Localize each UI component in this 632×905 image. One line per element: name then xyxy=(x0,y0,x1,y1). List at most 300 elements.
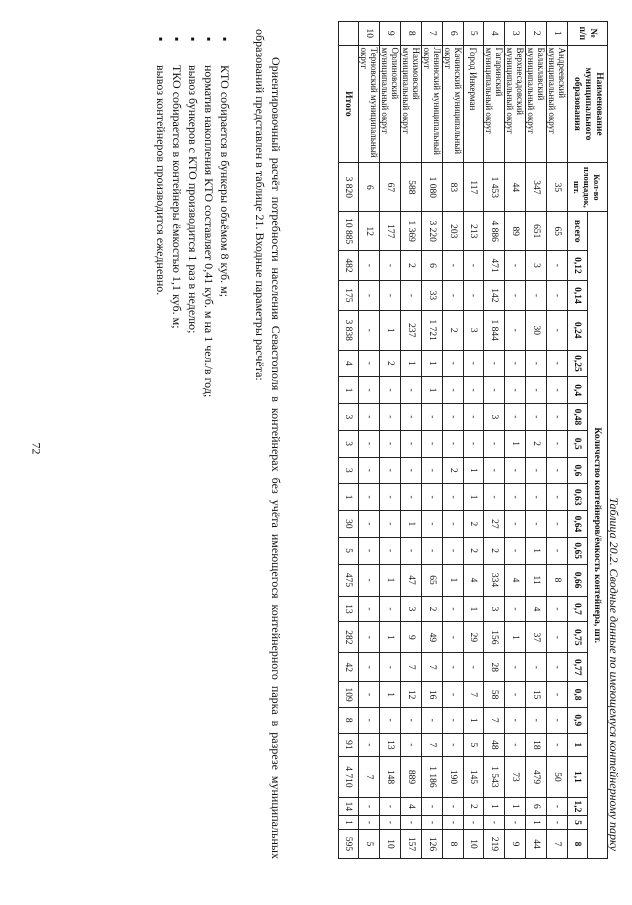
table-cell: - xyxy=(359,596,380,622)
table-cell: - xyxy=(505,280,526,310)
table-cell: 4 xyxy=(464,564,484,596)
table-cell: - xyxy=(443,484,464,511)
table-cell: - xyxy=(505,511,526,538)
table-cell: - xyxy=(505,682,526,708)
table-cell: - xyxy=(505,596,526,622)
header-capacity: 0,65 xyxy=(568,537,588,564)
table-cell: - xyxy=(443,377,464,404)
table-cell: 3 220 xyxy=(422,212,443,251)
total-cell: 4 xyxy=(339,350,359,377)
table-cell: 1 xyxy=(380,564,401,596)
table-cell: - xyxy=(464,816,484,830)
table-cell: 6 xyxy=(422,250,443,280)
table-cell: - xyxy=(422,404,443,431)
table-cell: 156 xyxy=(484,622,505,653)
table-row xyxy=(547,22,568,859)
table-cell: - xyxy=(359,564,380,596)
header-name: Наименование муниципального образования xyxy=(568,45,608,163)
table-cell: - xyxy=(401,537,422,564)
table-cell: 471 xyxy=(484,250,505,280)
table-cell: - xyxy=(401,404,422,431)
table-cell: 2 xyxy=(484,537,505,564)
table-cell: - xyxy=(380,596,401,622)
municipality-name: Ленинский муниципальный округ xyxy=(422,45,443,163)
header-capacity: 0,63 xyxy=(568,484,588,511)
table-caption: Таблица 20.2. Сводные данные по имеющемуся контейнерному парку xyxy=(607,497,621,851)
table-cell: - xyxy=(547,596,568,622)
table-cell: 203 xyxy=(443,212,464,251)
input-parameters-list xyxy=(153,37,233,837)
table-cell: 148 xyxy=(380,757,401,798)
table-cell: 1 xyxy=(380,622,401,653)
table-cell: 157 xyxy=(401,829,422,858)
total-cell: 4 710 xyxy=(339,757,359,798)
table-cell: - xyxy=(505,653,526,682)
table-cell: - xyxy=(359,350,380,377)
table-cell: - xyxy=(547,816,568,830)
header-capacity: 0,25 xyxy=(568,350,588,377)
table-cell: - xyxy=(359,653,380,682)
table-cell: 28 xyxy=(484,653,505,682)
table-cell: - xyxy=(401,484,422,511)
page-number: 72 xyxy=(29,442,44,455)
total-cell: 109 xyxy=(339,682,359,708)
table-cell: 2 xyxy=(401,250,422,280)
table-cell: 889 xyxy=(401,757,422,798)
table-cell: - xyxy=(359,310,380,350)
header-capacity: 0,75 xyxy=(568,622,588,653)
municipality-name: Балаклавский муниципальный округ xyxy=(526,45,547,163)
table-cell: - xyxy=(505,250,526,280)
total-cell: 1 xyxy=(339,377,359,404)
table-cell: - xyxy=(401,377,422,404)
table-cell: - xyxy=(443,622,464,653)
list-item xyxy=(169,37,185,837)
table-cell: - xyxy=(380,653,401,682)
table-cell: - xyxy=(380,537,401,564)
total-cell: 282 xyxy=(339,622,359,653)
header-row-group xyxy=(588,22,608,859)
total-row-blank xyxy=(339,22,359,46)
table-cell: 73 xyxy=(505,757,526,798)
total-cell: 13 xyxy=(339,596,359,622)
table-cell: - xyxy=(526,404,547,431)
table-cell: 30 xyxy=(526,310,547,350)
row-number: 6 xyxy=(443,22,464,46)
table-cell: - xyxy=(547,250,568,280)
table-cell: - xyxy=(401,707,422,733)
total-label: Итого xyxy=(339,45,359,163)
table-cell: - xyxy=(547,653,568,682)
table-cell: - xyxy=(359,816,380,830)
table-cell: - xyxy=(401,280,422,310)
table-cell: - xyxy=(359,484,380,511)
table-cell: - xyxy=(505,707,526,733)
table-cell: - xyxy=(443,430,464,457)
header-capacity: 0,9 xyxy=(568,707,588,733)
table-cell: - xyxy=(380,484,401,511)
table-cell: 117 xyxy=(464,163,484,212)
table-cell: - xyxy=(380,404,401,431)
table-cell: - xyxy=(443,280,464,310)
header-capacity: 5 xyxy=(568,816,588,830)
header-capacity: 0,66 xyxy=(568,564,588,596)
table-cell: - xyxy=(484,484,505,511)
row-number: 2 xyxy=(526,22,547,46)
table-cell: 4 xyxy=(505,564,526,596)
table-cell: 16 xyxy=(422,682,443,708)
table-cell: - xyxy=(505,310,526,350)
table-cell: 1 xyxy=(484,797,505,815)
list-item-text: КТО собирается в бункеры объёмом 8 куб. м; xyxy=(218,65,232,298)
table-cell: 1 xyxy=(464,457,484,484)
table-cell: - xyxy=(443,816,464,830)
table-cell: 4 xyxy=(526,596,547,622)
table-cell: - xyxy=(380,280,401,310)
table-cell: - xyxy=(359,733,380,757)
table-cell: - xyxy=(380,377,401,404)
total-cell: 91 xyxy=(339,733,359,757)
table-cell: 1 xyxy=(422,377,443,404)
table-cell: - xyxy=(380,816,401,830)
header-capacity: 0,6 xyxy=(568,457,588,484)
total-cell: 1 xyxy=(339,484,359,511)
table-cell: - xyxy=(422,816,443,830)
table-row xyxy=(401,22,422,859)
table-cell: - xyxy=(422,537,443,564)
table-cell: - xyxy=(484,350,505,377)
table-cell: 7 xyxy=(401,653,422,682)
total-cell: 42 xyxy=(339,653,359,682)
table-cell: 12 xyxy=(359,212,380,251)
table-cell: 7 xyxy=(422,653,443,682)
table-cell: 10 xyxy=(380,829,401,858)
table-cell: - xyxy=(547,797,568,815)
table-cell: - xyxy=(380,797,401,815)
municipality-name: Верхнесадовский муниципальный округ xyxy=(505,45,526,163)
table-cell: - xyxy=(359,622,380,653)
municipality-name: Орлиновский муниципальный округ xyxy=(380,45,401,163)
table-cell: 2 xyxy=(464,537,484,564)
table-cell: - xyxy=(359,707,380,733)
table-row xyxy=(380,22,401,859)
table-row xyxy=(443,22,464,859)
municipality-name: Качинский муниципальный округ xyxy=(443,45,464,163)
table-cell: - xyxy=(359,250,380,280)
bullet-square-icon: ▪ xyxy=(186,37,200,42)
table-cell: 1 xyxy=(380,310,401,350)
table-cell: - xyxy=(359,404,380,431)
table-cell: 1 xyxy=(464,707,484,733)
container-park-table xyxy=(338,21,608,859)
table-cell: 2 xyxy=(464,797,484,815)
table-cell: 588 xyxy=(401,163,422,212)
table-row xyxy=(422,22,443,859)
table-cell: 2 xyxy=(443,457,464,484)
table-cell: 48 xyxy=(484,733,505,757)
table-cell: - xyxy=(547,682,568,708)
table-cell: - xyxy=(505,377,526,404)
table-cell: 1 543 xyxy=(484,757,505,798)
header-capacity: 1 xyxy=(568,733,588,757)
municipality-name: Гагаринский муниципальный округ xyxy=(484,45,505,163)
table-cell: 347 xyxy=(526,163,547,212)
intro-paragraph-text: Ориентировочный расчёт потребности населения Севастополя в контейнерах без учёта имеющегося контейнерного парка в разрезе муниципальных образований представлен в таблице 21. Входные параметры расчёта: xyxy=(253,29,283,859)
table-cell: - xyxy=(526,350,547,377)
table-cell: 65 xyxy=(547,212,568,251)
table-cell: 3 xyxy=(401,596,422,622)
list-item-text: ТКО собирается в контейнеры ёмкостью 1,1 куб. м; xyxy=(170,65,184,329)
header-capacity: 0,14 xyxy=(568,280,588,310)
header-capacity: 0,48 xyxy=(568,404,588,431)
table-cell: - xyxy=(401,816,422,830)
table-cell: - xyxy=(359,280,380,310)
table-cell: 6 xyxy=(359,163,380,212)
header-num: № п/п xyxy=(568,22,608,46)
table-cell: 9 xyxy=(505,829,526,858)
table-cell: 1 453 xyxy=(484,163,505,212)
table-cell: - xyxy=(380,511,401,538)
table-cell: 27 xyxy=(484,511,505,538)
table-cell: - xyxy=(526,280,547,310)
table-cell: - xyxy=(422,430,443,457)
list-item-text: вывоз контейнеров производится ежедневно. xyxy=(154,65,168,296)
table-cell: - xyxy=(359,682,380,708)
table-row xyxy=(526,22,547,859)
header-capacity: 0,12 xyxy=(568,250,588,280)
table-cell: 1 xyxy=(380,682,401,708)
table-cell: 8 xyxy=(443,829,464,858)
row-number: 9 xyxy=(380,22,401,46)
table-cell: - xyxy=(547,430,568,457)
table-cell: 213 xyxy=(464,212,484,251)
table-cell: 12 xyxy=(401,682,422,708)
list-item xyxy=(185,37,201,837)
table-cell: - xyxy=(464,377,484,404)
table-cell: - xyxy=(547,350,568,377)
table-cell: - xyxy=(505,350,526,377)
table-cell: 142 xyxy=(484,280,505,310)
header-capacity: 0,77 xyxy=(568,653,588,682)
table-cell: - xyxy=(464,280,484,310)
table-cell: 65 xyxy=(422,564,443,596)
table-cell: - xyxy=(359,377,380,404)
table-cell: 8 xyxy=(547,564,568,596)
table-cell: - xyxy=(505,816,526,830)
table-cell: 13 xyxy=(380,733,401,757)
table-cell: 177 xyxy=(380,212,401,251)
table-cell: - xyxy=(547,377,568,404)
table-cell: 9 xyxy=(401,622,422,653)
table-cell: - xyxy=(526,653,547,682)
table-cell: 1 xyxy=(526,816,547,830)
table-cell: - xyxy=(505,484,526,511)
total-cell: 482 xyxy=(339,250,359,280)
table-cell: - xyxy=(484,816,505,830)
header-capacity: 0,64 xyxy=(568,511,588,538)
table-cell: 7 xyxy=(547,829,568,858)
table-cell: - xyxy=(443,250,464,280)
table-cell: - xyxy=(505,457,526,484)
table-cell: - xyxy=(359,797,380,815)
total-cell: 3 820 xyxy=(339,163,359,212)
table-cell: 10 xyxy=(464,829,484,858)
table-cell: - xyxy=(443,350,464,377)
table-cell: 1 xyxy=(505,622,526,653)
rotated-page-content xyxy=(32,15,632,875)
table-cell: 3 xyxy=(464,310,484,350)
table-cell: - xyxy=(505,404,526,431)
table-cell: 1 xyxy=(464,484,484,511)
table-cell: 1 721 xyxy=(422,310,443,350)
bullet-square-icon: ▪ xyxy=(202,37,216,42)
list-item-text: вывоз бункеров с КТО производится 1 раз в неделю; xyxy=(186,65,200,334)
table-cell: - xyxy=(547,310,568,350)
header-capacity: всего xyxy=(568,212,588,251)
header-capacity: 0,7 xyxy=(568,596,588,622)
table-cell: 44 xyxy=(505,163,526,212)
table-cell: 1 xyxy=(422,350,443,377)
municipality-name: Нахимовский муниципальный округ xyxy=(401,45,422,163)
total-cell: 5 xyxy=(339,537,359,564)
table-cell: 18 xyxy=(526,733,547,757)
header-capacity: 8 xyxy=(568,829,588,858)
header-capacity: 1,2 xyxy=(568,797,588,815)
table-cell: - xyxy=(359,537,380,564)
table-cell: 237 xyxy=(401,310,422,350)
bullet-square-icon: ▪ xyxy=(170,37,184,42)
table-cell: 35 xyxy=(547,163,568,212)
table-cell: 4 xyxy=(401,797,422,815)
table-cell: 58 xyxy=(484,682,505,708)
table-cell: 190 xyxy=(443,757,464,798)
total-cell: 3 xyxy=(339,404,359,431)
table-cell: 83 xyxy=(443,163,464,212)
table-cell: 1 xyxy=(401,511,422,538)
table-cell: - xyxy=(547,484,568,511)
table-cell: 1 xyxy=(505,430,526,457)
row-number: 3 xyxy=(505,22,526,46)
table-cell: 5 xyxy=(359,829,380,858)
table-cell: 2 xyxy=(443,310,464,350)
table-cell: - xyxy=(547,280,568,310)
table-cell: - xyxy=(464,430,484,457)
table-cell: 479 xyxy=(526,757,547,798)
table-cell: 3 xyxy=(484,404,505,431)
table-cell: - xyxy=(443,537,464,564)
table-cell: 2 xyxy=(464,511,484,538)
total-cell: 14 xyxy=(339,797,359,815)
table-cell: - xyxy=(380,430,401,457)
table-cell: - xyxy=(380,250,401,280)
table-cell: - xyxy=(505,733,526,757)
table-cell: - xyxy=(443,404,464,431)
header-capacity: 1,1 xyxy=(568,757,588,798)
table-cell: - xyxy=(443,797,464,815)
table-cell: - xyxy=(422,457,443,484)
table-cell: 6 xyxy=(526,797,547,815)
table-cell: 145 xyxy=(464,757,484,798)
table-cell: - xyxy=(547,537,568,564)
table-cell: 126 xyxy=(422,829,443,858)
total-cell: 8 xyxy=(339,707,359,733)
table-cell: - xyxy=(359,430,380,457)
table-cell: - xyxy=(484,457,505,484)
list-item xyxy=(217,37,233,837)
row-number: 10 xyxy=(359,22,380,46)
table-cell: - xyxy=(443,707,464,733)
list-item xyxy=(201,37,217,837)
table-row xyxy=(484,22,505,859)
header-capacity: 0,5 xyxy=(568,430,588,457)
table-cell: - xyxy=(547,733,568,757)
table-cell: 1 844 xyxy=(484,310,505,350)
row-number: 7 xyxy=(422,22,443,46)
table-cell: - xyxy=(380,457,401,484)
table-cell: 50 xyxy=(547,757,568,798)
table-cell: - xyxy=(526,511,547,538)
table-cell: 49 xyxy=(422,622,443,653)
row-number: 1 xyxy=(547,22,568,46)
table-cell: - xyxy=(422,484,443,511)
table-cell: 7 xyxy=(464,682,484,708)
table-cell: 2 xyxy=(526,430,547,457)
table-cell: 44 xyxy=(526,829,547,858)
table-cell: - xyxy=(547,404,568,431)
table-cell: 2 xyxy=(380,350,401,377)
total-cell: 30 xyxy=(339,511,359,538)
table-cell: 1 xyxy=(505,797,526,815)
table-cell: - xyxy=(526,484,547,511)
table-cell: 1 xyxy=(401,350,422,377)
table-cell: 47 xyxy=(401,564,422,596)
header-sites: Кол-во площадок, шт. xyxy=(568,163,608,212)
total-cell: 175 xyxy=(339,280,359,310)
table-cell: - xyxy=(547,511,568,538)
total-cell: 10 885 xyxy=(339,212,359,251)
intro-paragraph xyxy=(252,29,284,859)
table-cell: 1 xyxy=(526,537,547,564)
table-cell: - xyxy=(547,457,568,484)
table-cell: - xyxy=(359,511,380,538)
table-cell: - xyxy=(464,250,484,280)
total-row xyxy=(339,22,359,859)
table-row xyxy=(505,22,526,859)
table-cell: - xyxy=(547,622,568,653)
table-cell: - xyxy=(526,457,547,484)
header-capacity: 0,24 xyxy=(568,310,588,350)
table-cell: 33 xyxy=(422,280,443,310)
table-cell: - xyxy=(422,511,443,538)
table-cell: 219 xyxy=(484,829,505,858)
table-cell: - xyxy=(526,377,547,404)
table-cell: - xyxy=(443,511,464,538)
table-cell: 3 xyxy=(526,250,547,280)
header-group-title: Количество контейнеров/ёмкость контейнера, шт. xyxy=(588,212,608,859)
list-item-text: норматив накопления КТО составляет 0,41 куб. м на 1 чел./в год; xyxy=(202,65,216,398)
table-cell: - xyxy=(359,457,380,484)
table-cell: 651 xyxy=(526,212,547,251)
total-cell: 595 xyxy=(339,829,359,858)
table-cell: - xyxy=(401,457,422,484)
table-cell: - xyxy=(443,596,464,622)
table-cell: 11 xyxy=(526,564,547,596)
total-cell: 475 xyxy=(339,564,359,596)
municipality-name: Андреевский муниципальный округ xyxy=(547,45,568,163)
table-cell: 334 xyxy=(484,564,505,596)
table-cell: - xyxy=(484,377,505,404)
table-cell: 29 xyxy=(464,622,484,653)
